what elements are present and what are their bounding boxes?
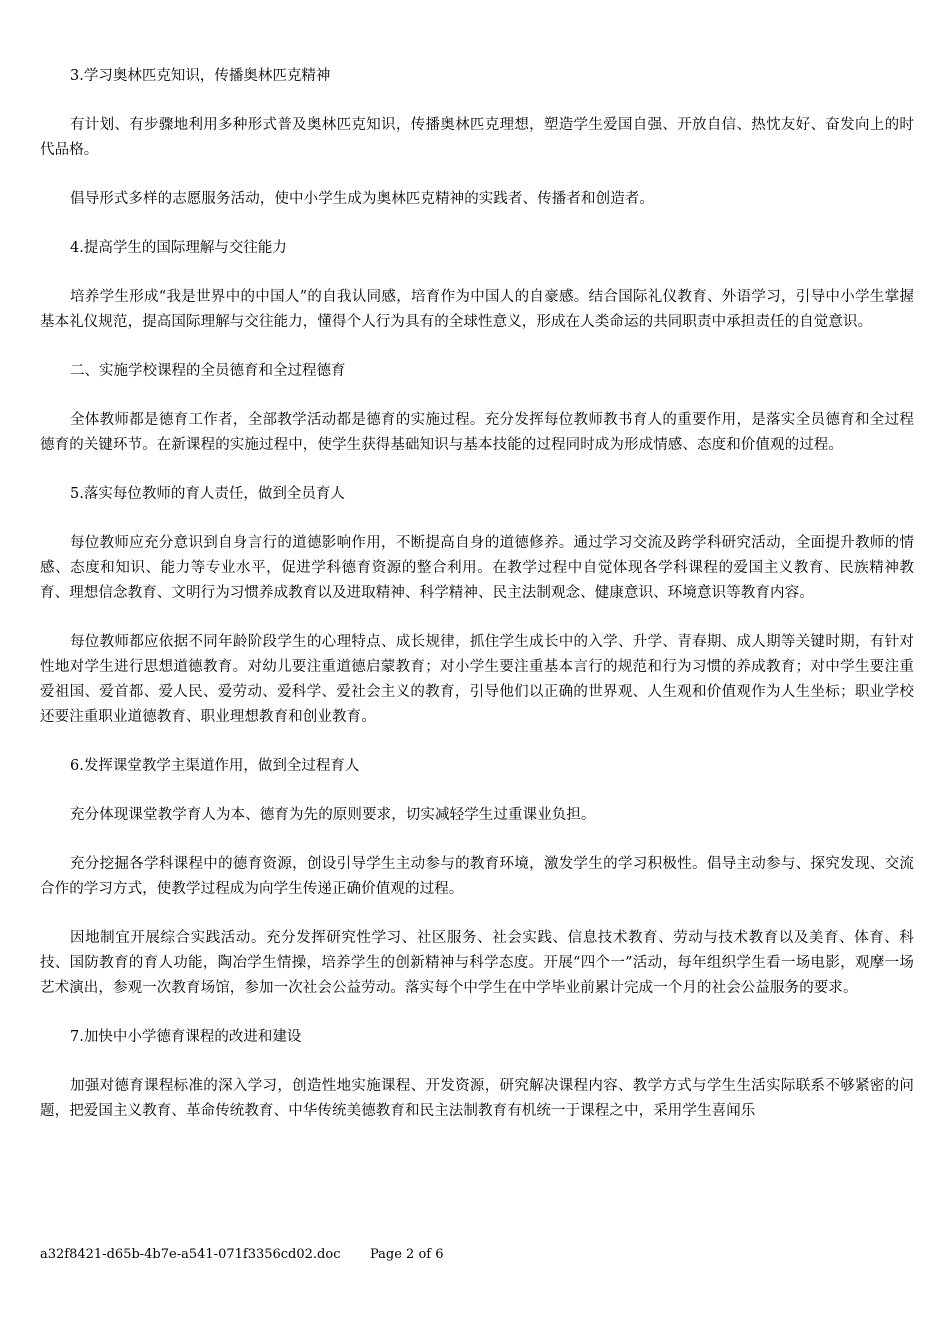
paragraph: 全体教师都是德育工作者，全部教学活动都是德育的实施过程。充分发挥每位教师教书育人的重要作用，是落实全员德育和全过程德育的关键环节。在新课程的实施过程中，使学生获得基础知识与基本技能的过程同时成为形成情感、态度和价值观的过程。 [40, 412, 914, 453]
paragraph: 倡导形式多样的志愿服务活动，使中小学生成为奥林匹克精神的实践者、传播者和创造者。 [70, 191, 654, 207]
section-heading: 6.发挥课堂教学主渠道作用，做到全过程育人 [70, 758, 360, 774]
section-heading: 二、实施学校课程的全员德育和全过程德育 [70, 363, 346, 379]
paragraph: 充分体现课堂教学育人为本、德育为先的原则要求，切实减轻学生过重课业负担。 [70, 807, 596, 823]
document-body [40, 64, 914, 1148]
paragraph: 培养学生形成“我是世界中的中国人”的自我认同感，培育作为中国人的自豪感。结合国际礼仪教育、外语学习，引导中小学生掌握基本礼仪规范，提高国际理解与交往能力，懂得个人行为具有的全球性意义，形成在人类命运的共同职责中承担责任的自觉意识。 [40, 289, 914, 330]
paragraph: 有计划、有步骤地利用多种形式普及奥林匹克知识，传播奥林匹克理想，塑造学生爱国自强、开放自信、热忱友好、奋发向上的时代品格。 [40, 117, 914, 158]
section-heading: 5.落实每位教师的育人责任，做到全员育人 [70, 486, 345, 502]
section-heading: 3.学习奥林匹克知识，传播奥林匹克精神 [70, 68, 331, 84]
paragraph: 每位教师都应依据不同年龄阶段学生的心理特点、成长规律，抓住学生成长中的入学、升学、青春期、成人期等关键时期，有针对性地对学生进行思想道德教育。对幼儿要注重道德启蒙教育；对小学生要注重基本言行的规范和行为习惯的养成教育；对中学生要注重爱祖国、爱首都、爱人民、爱劳动、爱科学、爱社会主义的教育，引导他们以正确的世界观、人生观和价值观作为人生坐标；职业学校还要注重职业道德教育、职业理想教育和创业教育。 [40, 634, 914, 725]
section-heading: 7.加快中小学德育课程的改进和建设 [70, 1029, 302, 1045]
paragraph: 因地制宜开展综合实践活动。充分发挥研究性学习、社区服务、社会实践、信息技术教育、劳动与技术教育以及美育、体育、科技、国防教育的育人功能，陶冶学生情操，培养学生的创新精神与科学态度。开展“四个一”活动，每年组织学生看一场电影，观摩一场艺术演出，参观一次教育场馆，参加一次社会公益劳动。落实每个中学生在中学毕业前累计完成一个月的社会公益服务的要求。 [40, 930, 914, 996]
section-heading: 4.提高学生的国际理解与交往能力 [70, 240, 287, 256]
footer-page-number: Page 2 of 6 [370, 1247, 444, 1262]
paragraph: 充分挖掘各学科课程中的德育资源，创设引导学生主动参与的教育环境，激发学生的学习积极性。倡导主动参与、探究发现、交流合作的学习方式，使教学过程成为向学生传递正确价值观的过程。 [40, 856, 914, 897]
paragraph: 每位教师应充分意识到自身言行的道德影响作用，不断提高自身的道德修养。通过学习交流及跨学科研究活动，全面提升教师的情感、态度和知识、能力等专业水平，促进学科德育资源的整合利用。在教学过程中自觉体现各学科课程的爱国主义教育、民族精神教育、理想信念教育、文明行为习惯养成教育以及进取精神、科学精神、民主法制观念、健康意识、环境意识等教育内容。 [40, 535, 914, 601]
footer-filename: a32f8421-d65b-4b7e-a541-071f3356cd02.doc [40, 1247, 341, 1262]
paragraph: 加强对德育课程标准的深入学习，创造性地实施课程、开发资源，研究解决课程内容、教学方式与学生生活实际联系不够紧密的问题，把爱国主义教育、革命传统教育、中华传统美德教育和民主法制教育有机统一于课程之中，采用学生喜闻乐 [40, 1078, 914, 1119]
